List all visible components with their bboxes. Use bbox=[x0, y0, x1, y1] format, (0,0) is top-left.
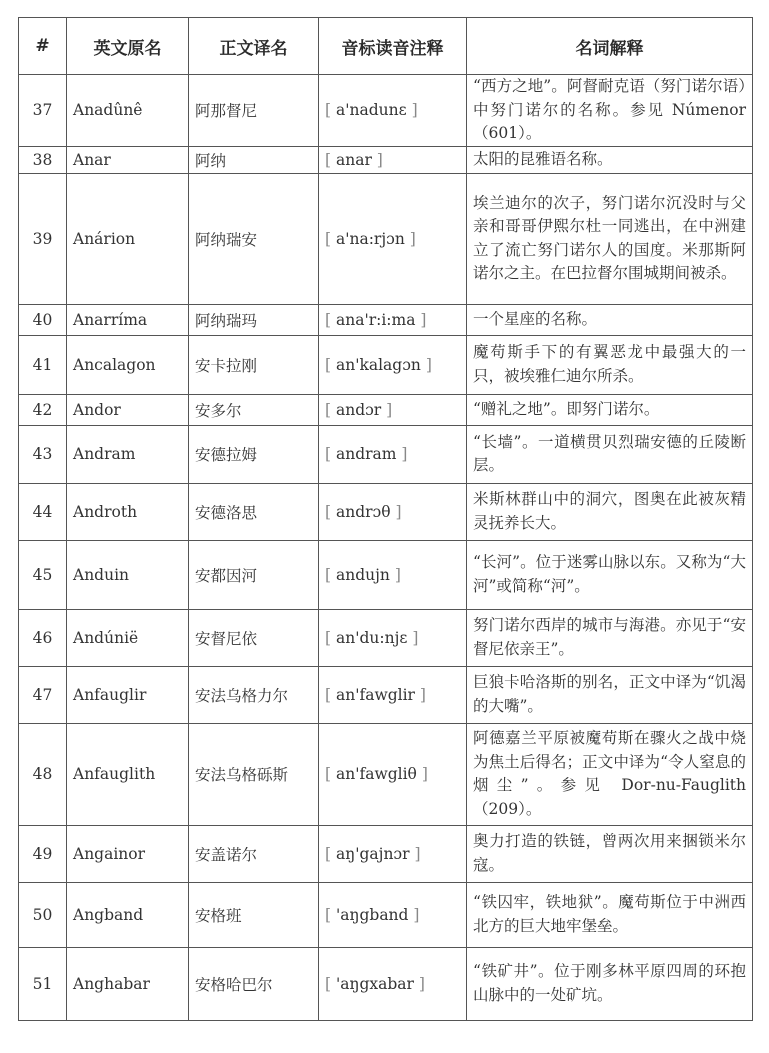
row-translation: 安德拉姆 bbox=[189, 425, 319, 483]
row-english: Anadûnê bbox=[67, 75, 189, 147]
row-english: Anduin bbox=[67, 540, 189, 609]
row-definition: “铁矿井”。位于刚多林平原四周的环抱山脉中的一处矿坑。 bbox=[467, 947, 753, 1020]
table-row bbox=[19, 882, 753, 947]
row-phonetic: [ aŋ'gajnɔr ] bbox=[319, 825, 467, 882]
row-definition: “长河”。位于迷雾山脉以东。又称为“大河”或简称“河”。 bbox=[467, 540, 753, 609]
row-english: Angainor bbox=[67, 825, 189, 882]
row-english: Andram bbox=[67, 425, 189, 483]
row-english: Anghabar bbox=[67, 947, 189, 1020]
row-definition: “长墙”。一道横贯贝烈瑞安德的丘陵断层。 bbox=[467, 425, 753, 483]
table-row bbox=[19, 304, 753, 335]
row-definition: 魔苟斯手下的有翼恶龙中最强大的一只，被埃雅仁迪尔所杀。 bbox=[467, 335, 753, 394]
row-translation: 安都因河 bbox=[189, 540, 319, 609]
row-num: 50 bbox=[19, 882, 67, 947]
table-row bbox=[19, 483, 753, 540]
row-definition: 太阳的昆雅语名称。 bbox=[467, 146, 753, 173]
row-phonetic: [ an'fawgliθ ] bbox=[319, 723, 467, 825]
row-phonetic: [ andujn ] bbox=[319, 540, 467, 609]
row-phonetic: [ 'aŋgxabar ] bbox=[319, 947, 467, 1020]
table-row bbox=[19, 825, 753, 882]
row-translation: 安德洛思 bbox=[189, 483, 319, 540]
row-num: 42 bbox=[19, 394, 67, 425]
row-phonetic: [ 'aŋgband ] bbox=[319, 882, 467, 947]
row-phonetic: [ andram ] bbox=[319, 425, 467, 483]
row-definition: “西方之地”。阿督耐克语（努门诺尔语）中努门诺尔的名称。参见 Númenor（601）。 bbox=[467, 75, 753, 147]
row-phonetic: [ ana'r:i:ma ] bbox=[319, 304, 467, 335]
row-translation: 阿那督尼 bbox=[189, 75, 319, 147]
table-row bbox=[19, 540, 753, 609]
row-translation: 阿纳瑞安 bbox=[189, 173, 319, 304]
row-definition: “赠礼之地”。即努门诺尔。 bbox=[467, 394, 753, 425]
header-definition: 名词解释 bbox=[467, 18, 753, 75]
row-num: 44 bbox=[19, 483, 67, 540]
row-num: 46 bbox=[19, 609, 67, 666]
row-translation: 安卡拉刚 bbox=[189, 335, 319, 394]
table-row bbox=[19, 335, 753, 394]
row-translation: 安多尔 bbox=[189, 394, 319, 425]
header-translation: 正文译名 bbox=[189, 18, 319, 75]
header-num: # bbox=[19, 18, 67, 75]
table-row bbox=[19, 609, 753, 666]
row-num: 39 bbox=[19, 173, 67, 304]
row-english: Anfauglith bbox=[67, 723, 189, 825]
row-english: Anfauglir bbox=[67, 666, 189, 723]
table-row bbox=[19, 425, 753, 483]
row-translation: 阿纳瑞玛 bbox=[189, 304, 319, 335]
table-row bbox=[19, 146, 753, 173]
row-english: Anar bbox=[67, 146, 189, 173]
row-english: Ancalagon bbox=[67, 335, 189, 394]
row-english: Androth bbox=[67, 483, 189, 540]
row-phonetic: [ an'fawglir ] bbox=[319, 666, 467, 723]
row-num: 45 bbox=[19, 540, 67, 609]
row-num: 51 bbox=[19, 947, 67, 1020]
table-row bbox=[19, 947, 753, 1020]
row-phonetic: [ anar ] bbox=[319, 146, 467, 173]
row-phonetic: [ a'na:rjɔn ] bbox=[319, 173, 467, 304]
row-num: 47 bbox=[19, 666, 67, 723]
row-phonetic: [ a'nadunɛ ] bbox=[319, 75, 467, 147]
row-translation: 安格哈巴尔 bbox=[189, 947, 319, 1020]
row-phonetic: [ andɔr ] bbox=[319, 394, 467, 425]
row-definition: 阿德嘉兰平原被魔苟斯在骤火之战中烧为焦土后得名；正文中译为“令人窒息的烟尘”。参见 Dor-nu-Fauglith（209）。 bbox=[467, 723, 753, 825]
table-row bbox=[19, 723, 753, 825]
row-translation: 安法乌格砾斯 bbox=[189, 723, 319, 825]
table-row bbox=[19, 173, 753, 304]
row-phonetic: [ an'kalagɔn ] bbox=[319, 335, 467, 394]
row-definition: 埃兰迪尔的次子，努门诺尔沉没时与父亲和哥哥伊熙尔杜一同逃出，在中洲建立了流亡努门诺尔人的国度。米那斯阿诺尔之主。在巴拉督尔围城期间被杀。 bbox=[467, 173, 753, 304]
row-translation: 安法乌格力尔 bbox=[189, 666, 319, 723]
row-translation: 安格班 bbox=[189, 882, 319, 947]
row-english: Andor bbox=[67, 394, 189, 425]
row-translation: 安督尼依 bbox=[189, 609, 319, 666]
row-definition: “铁囚牢，铁地狱”。魔苟斯位于中洲西北方的巨大地牢堡垒。 bbox=[467, 882, 753, 947]
table-header-row bbox=[19, 18, 753, 75]
row-translation: 阿纳 bbox=[189, 146, 319, 173]
row-definition: 巨狼卡哈洛斯的别名，正文中译为“饥渴的大嘴”。 bbox=[467, 666, 753, 723]
row-num: 41 bbox=[19, 335, 67, 394]
row-translation: 安盖诺尔 bbox=[189, 825, 319, 882]
row-definition: 奥力打造的铁链，曾两次用来捆锁米尔寇。 bbox=[467, 825, 753, 882]
table-row bbox=[19, 666, 753, 723]
row-num: 38 bbox=[19, 146, 67, 173]
row-num: 40 bbox=[19, 304, 67, 335]
row-english: Andúnië bbox=[67, 609, 189, 666]
glossary-table bbox=[18, 17, 753, 1021]
header-phonetic: 音标读音注释 bbox=[319, 18, 467, 75]
row-english: Anárion bbox=[67, 173, 189, 304]
table-row bbox=[19, 75, 753, 147]
table-row bbox=[19, 394, 753, 425]
row-english: Anarríma bbox=[67, 304, 189, 335]
row-definition: 努门诺尔西岸的城市与海港。亦见于“安督尼依亲王”。 bbox=[467, 609, 753, 666]
row-num: 37 bbox=[19, 75, 67, 147]
row-num: 43 bbox=[19, 425, 67, 483]
row-num: 48 bbox=[19, 723, 67, 825]
header-english: 英文原名 bbox=[67, 18, 189, 75]
row-english: Angband bbox=[67, 882, 189, 947]
row-num: 49 bbox=[19, 825, 67, 882]
row-phonetic: [ an'du:njɛ ] bbox=[319, 609, 467, 666]
row-phonetic: [ andrɔθ ] bbox=[319, 483, 467, 540]
row-definition: 米斯林群山中的洞穴，图奥在此被灰精灵抚养长大。 bbox=[467, 483, 753, 540]
row-definition: 一个星座的名称。 bbox=[467, 304, 753, 335]
